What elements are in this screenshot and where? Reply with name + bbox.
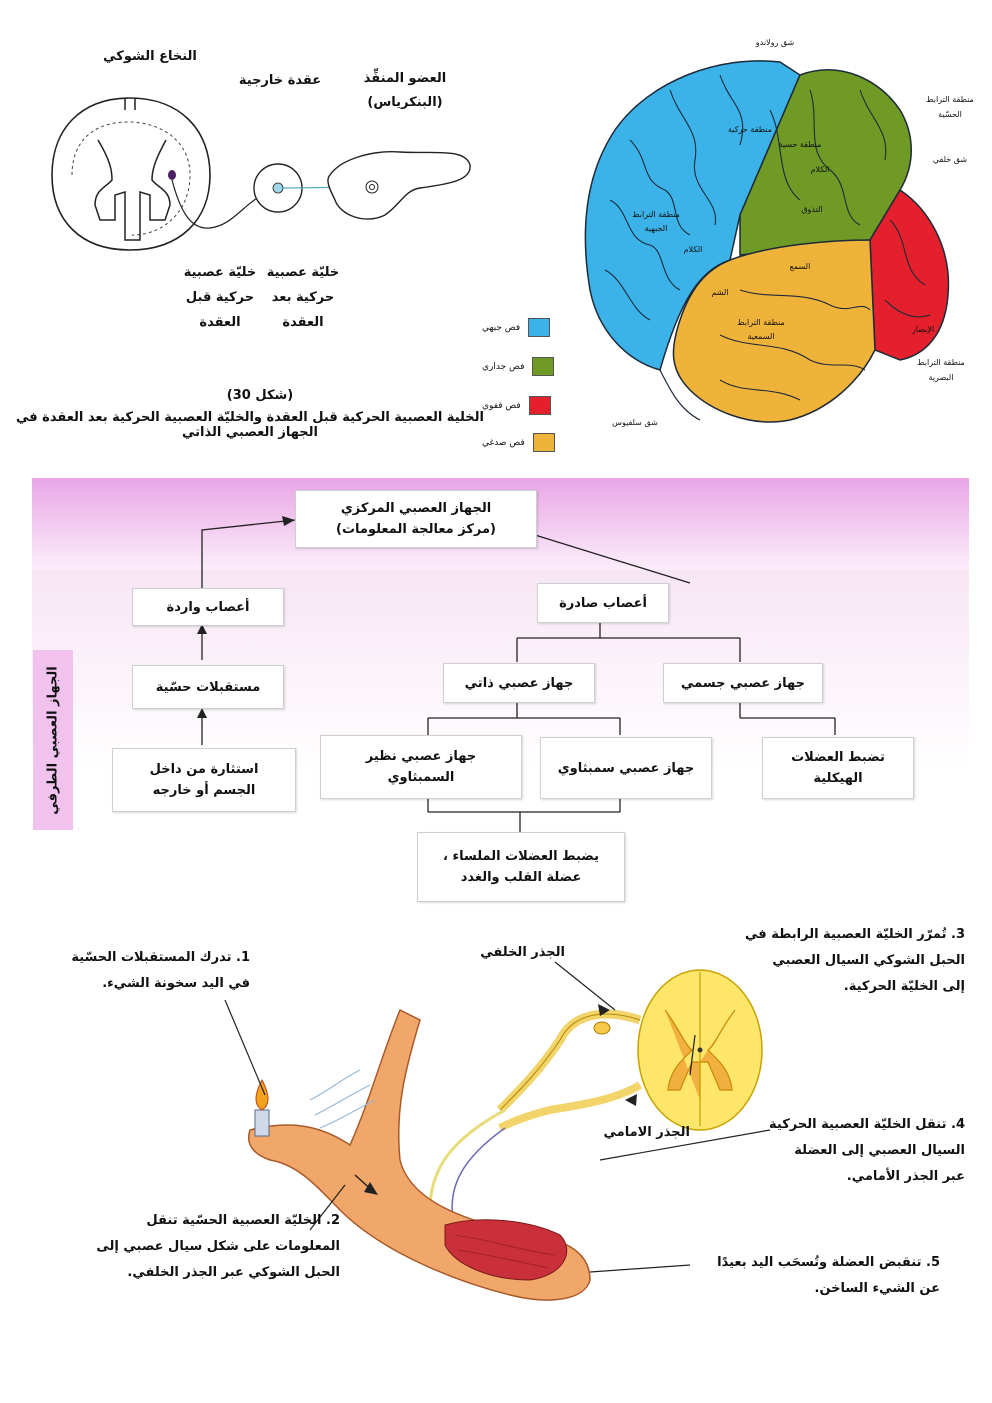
label-smell: الشم — [711, 288, 729, 297]
label-visual-assoc-1: منطقة الترابط — [917, 358, 965, 367]
label-somatosensory-assoc-1: منطقة الترابط — [926, 95, 974, 104]
legend-frontal: فص جبهي — [482, 318, 550, 337]
label-effector-organ-sub: (البنكرياس) — [367, 95, 443, 110]
step-3: 3. تُمرّر الخليّة العصبية الرابطة في الحبل الشوكي السيال العصبي إلى الخليّة الحركية. — [745, 927, 965, 994]
label-speech-frontal: الكلام — [683, 245, 703, 254]
label-auditory-assoc-2: السمعية — [747, 332, 775, 341]
skeletal-box: تضبط العضلات الهيكلية — [762, 737, 914, 799]
label-motor-area: منطقة حركية — [727, 125, 772, 134]
step-1: 1. تدرك المستقبلات الحسّية في اليد سخونة الشيء. — [71, 950, 250, 991]
label-preganglionic-1: خليّة عصبية — [183, 265, 257, 280]
label-spinal-cord: النخاع الشوكي — [103, 49, 197, 64]
label-postganglionic-1: خليّة عصبية — [266, 265, 340, 280]
label-taste: التذوق — [801, 205, 823, 214]
receptors-box: مستقبلات حسّية — [132, 665, 284, 709]
label-parieto-occipital: شق خلفي — [932, 155, 968, 164]
sympathetic-box: جهاز عصبي سمبثاوي — [540, 737, 712, 799]
label-frontal-assoc-2: الجبهية — [644, 224, 668, 233]
step-3-number: 3. — [951, 927, 965, 942]
step-5-number: 5. — [926, 1255, 940, 1270]
label-preganglionic-2: حركية قبل — [185, 290, 255, 305]
step-4-number: 4. — [951, 1117, 965, 1132]
efferent-box: أعصاب صادرة — [537, 583, 669, 623]
label-external-ganglion: عقدة خارجية — [238, 73, 322, 88]
label-preganglionic-3: العقدة — [199, 315, 241, 330]
parasympathetic-box: جهاز عصبي نظير السمبثاوي — [320, 735, 522, 799]
legend-parietal: فص جداري — [482, 357, 554, 376]
label-frontal-assoc-1: منطقة الترابط — [632, 210, 680, 219]
peripheral-side-label: الجهاز العصبي الطرفي — [33, 650, 73, 830]
label-sylvian: شق سلفيوس — [612, 418, 658, 427]
label-visual-assoc-2: البصرية — [928, 373, 954, 382]
step-5: 5. تنقبض العضلة وتُسحَب اليد بعيدًا عن الشيء الساخن. — [717, 1255, 940, 1296]
legend-occipital: فص قفوي — [482, 396, 551, 415]
somatic-box: جهاز عصبي جسمي — [663, 663, 823, 703]
step-2: 2. الخليّة العصبية الحسّية تنقل المعلومات على شكل سيال عصبي إلى الحبل الشوكي عبر الجذر الخلفي. — [96, 1213, 340, 1280]
label-postganglionic-2: حركية بعد — [271, 290, 335, 305]
smooth-muscle-box: يضبط العضلات الملساء ، عضلة القلب والغدد — [417, 832, 625, 902]
cns-title: الجهاز العصبي المركزي — [340, 501, 492, 516]
figure-caption: الخلية العصبية الحركية قبل العقدة والخليّة العصبية الحركية بعد العقدة في الجهاز العصبي الذاتي — [15, 410, 485, 440]
figure-number: (شكل 30) — [226, 388, 294, 403]
label-dorsal-root: الجذر الخلفي — [480, 945, 565, 960]
label-sensory-area: منطقة حسية — [778, 140, 822, 149]
stimulus-box: استثارة من داخل الجسم أو خارجه — [112, 748, 296, 812]
label-speech-parietal: الكلام — [810, 165, 830, 174]
label-vision: الإبصار — [911, 325, 935, 334]
autonomic-box: جهاز عصبي ذاتي — [443, 663, 595, 703]
label-auditory-assoc-1: منطقة الترابط — [737, 318, 785, 327]
cns-subtitle: (مركز معالجة المعلومات) — [336, 522, 496, 537]
label-hearing: السمع — [789, 262, 811, 271]
step-1-number: 1. — [236, 950, 250, 965]
label-somatosensory-assoc-2: الحسّية — [938, 110, 962, 119]
legend-temporal: فص صدغي — [482, 433, 555, 452]
afferent-box: أعصاب واردة — [132, 588, 284, 626]
label-postganglionic-3: العقدة — [282, 315, 324, 330]
step-2-number: 2. — [326, 1213, 340, 1228]
label-rolando: شق رولاندو — [755, 38, 795, 47]
label-effector-organ: العضو المنفِّذ — [363, 71, 447, 86]
step-4: 4. تنقل الخليّة العصبية الحركية السيال العصبي إلى العضلة عبر الجذر الأمامي. — [769, 1117, 965, 1184]
label-ventral-root: الجذر الامامي — [603, 1125, 690, 1140]
